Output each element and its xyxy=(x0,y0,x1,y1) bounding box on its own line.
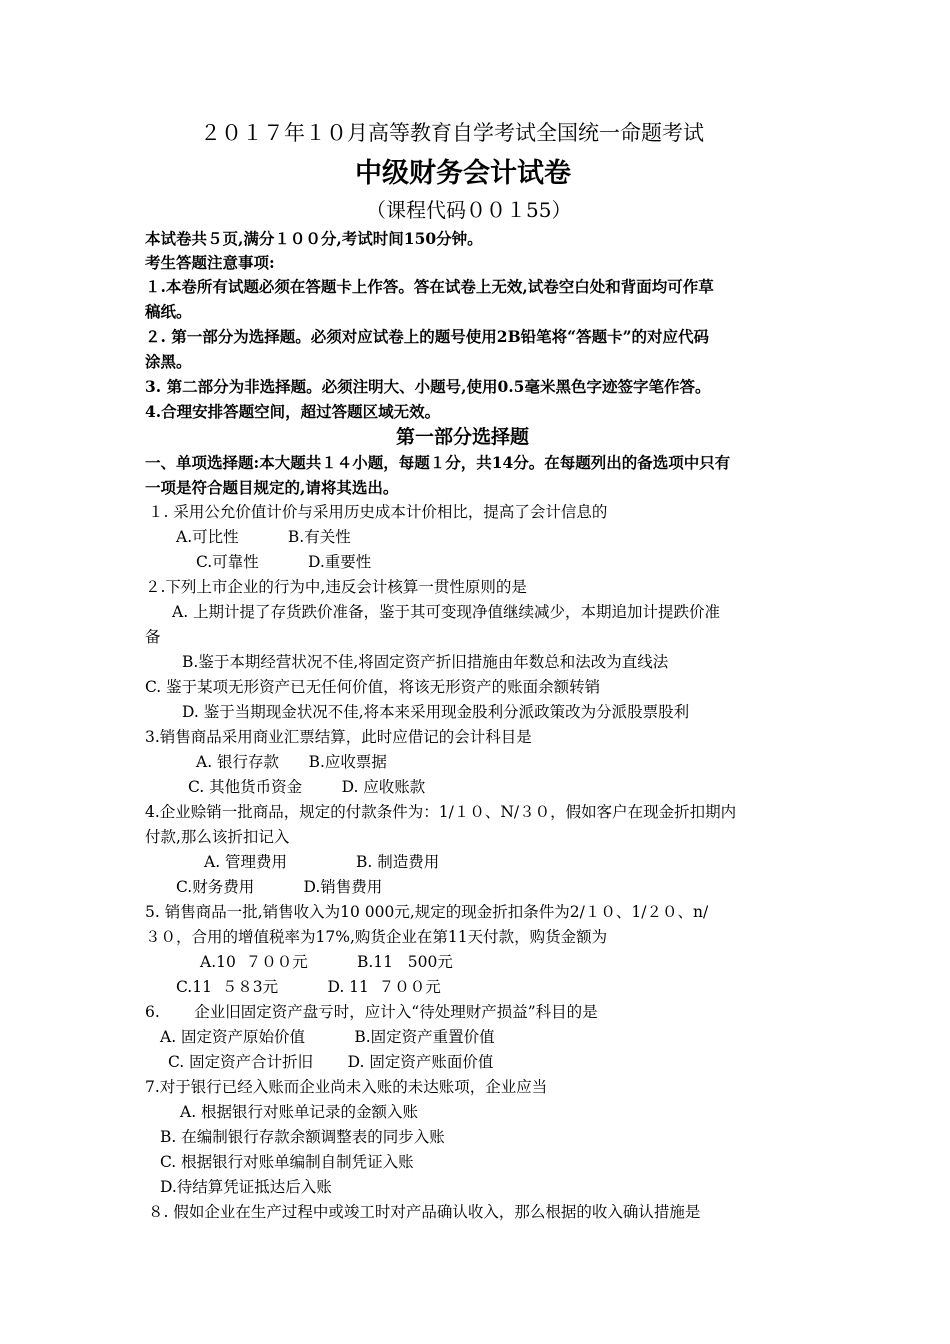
q5-options-ab: A.10 ７００元 B.11 500元 xyxy=(200,953,453,971)
q2-option-a-cont: 备 xyxy=(145,628,161,646)
q5-stem: 5. 销售商品一批,销售收入为10 000元,规定的现金折扣条件为2/１０、1/２０、n/ xyxy=(145,903,709,921)
q3-stem: 3.销售商品采用商业汇票结算，此时应借记的会计科目是 xyxy=(145,728,532,746)
q1-stem: １. 采用公允价值计价与采用历史成本计价相比，提高了会计信息的 xyxy=(148,503,608,521)
q4-options-ab: A. 管理费用 B. 制造费用 xyxy=(204,853,440,871)
q2-option-b: B.鉴于本期经营状况不佳,将固定资产折旧措施由年数总和法改为直线法 xyxy=(182,653,669,671)
q6-options-ab: A. 固定资产原始价值 B.固定资产重置价值 xyxy=(160,1028,495,1046)
q2-option-d: D. 鉴于当期现金状况不佳,将本来采用现金股利分派政策改为分派股票股利 xyxy=(182,703,690,721)
exam-line: ２０１７年１０月高等教育自学考试全国统一命题考试 xyxy=(200,121,704,145)
q7-stem: 7.对于银行已经入账而企业尚未入账的未达账项，企业应当 xyxy=(145,1078,548,1096)
q2-option-a: A. 上期计提了存货跌价准备，鉴于其可变现净值继续减少，本期追加计提跌价准 xyxy=(172,603,721,621)
part1-instructions-cont: 一项是符合题目规定的,请将其选出。 xyxy=(145,478,399,497)
notice-summary: 本试卷共５页,满分１００分,考试时间150分钟。 xyxy=(145,229,483,248)
part1-heading: 第一部分选择题 xyxy=(396,426,530,448)
q5-stem-cont: ３０，合用的增值税率为17%,购货企业在第11天付款，购货金额为 xyxy=(145,928,608,946)
q2-stem: ２.下列上市企业的行为中,违反会计核算一贯性原则的是 xyxy=(145,578,527,596)
q6-stem: 6. 企业旧固定资产盘亏时，应计入“待处理财产损益”科目的是 xyxy=(145,1003,598,1021)
course-code: （课程代码００１55） xyxy=(366,198,572,222)
notice-item-1: １.本卷所有试题必须在答题卡上作答。答在试卷上无效,试卷空白处和背面均可作草 xyxy=(145,277,714,296)
q7-option-c: C. 根据银行对账单编制自制凭证入账 xyxy=(160,1153,414,1171)
notice-item-2: ２. 第一部分为选择题。必须对应试卷上的题号使用2B铅笔将“答题卡”的对应代码 xyxy=(145,327,710,346)
q5-options-cd: C.11 ５８3元 D. 11 ７００元 xyxy=(176,978,441,996)
notice-item-4: 4.合理安排答题空间，超过答题区域无效。 xyxy=(145,402,441,421)
notice-item-2-cont: 涂黑。 xyxy=(145,352,192,371)
q7-option-a: A. 根据银行对账单记录的金额入账 xyxy=(180,1103,419,1121)
q1-options-cd: C.可靠性 D.重要性 xyxy=(196,553,372,571)
q2-option-c: C. 鉴于某项无形资产已无任何价值，将该无形资产的账面余额转销 xyxy=(145,678,601,696)
q8-stem: ８. 假如企业在生产过程中或竣工时对产品确认收入，那么根据的收入确认措施是 xyxy=(148,1203,701,1221)
q4-options-cd: C.财务费用 D.销售费用 xyxy=(176,878,383,896)
q7-option-b: B. 在编制银行存款余额调整表的同步入账 xyxy=(160,1128,445,1146)
q3-options-ab: A. 银行存款 B.应收票据 xyxy=(196,753,387,771)
part1-instructions: 一、单项选择题:本大题共１４小题，每题１分，共14分。在每题列出的备选项中只有 xyxy=(145,453,731,472)
q4-stem: 4.企业赊销一批商品，规定的付款条件为：1/１０、N/３０，假如客户在现金折扣期内 xyxy=(145,803,737,821)
q3-options-cd: C. 其他货币资金 D. 应收账款 xyxy=(188,778,426,796)
notice-item-3: 3. 第二部分为非选择题。必须注明大、小题号,使用0.5毫米黑色字迹签字笔作答。 xyxy=(145,377,711,396)
q6-options-cd: C. 固定资产合计折旧 D. 固定资产账面价值 xyxy=(168,1053,494,1071)
q4-stem-cont: 付款,那么该折扣记入 xyxy=(145,828,290,846)
notice-heading: 考生答题注意事项: xyxy=(145,253,275,272)
notice-item-1-cont: 稿纸。 xyxy=(145,302,192,321)
q7-option-d: D.待结算凭证抵达后入账 xyxy=(160,1178,332,1196)
q1-options-ab: A.可比性 B.有关性 xyxy=(176,528,351,546)
paper-title: 中级财务会计试卷 xyxy=(355,158,571,189)
